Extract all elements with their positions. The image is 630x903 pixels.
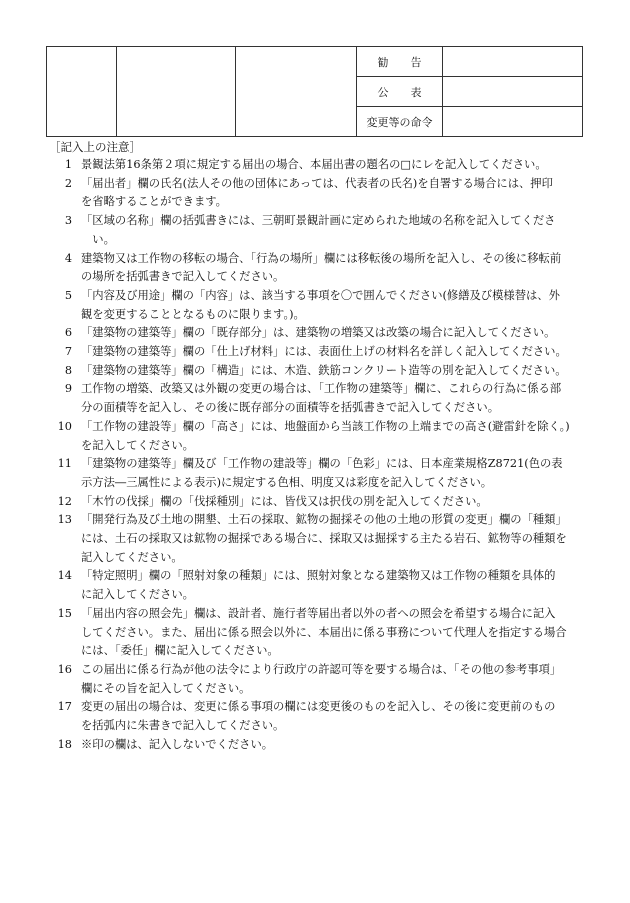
note-text: 「工作物の建設等」欄の「高さ」には、地盤面から当該工作物の上端までの高さ(避雷針を除く。) を記入してください。 bbox=[81, 419, 570, 452]
list-item bbox=[52, 418, 580, 455]
list-item bbox=[52, 362, 580, 381]
label-kankoku: 勧 告 bbox=[357, 47, 443, 77]
note-text: 「特定照明」欄の「照射対象の種類」には、照射対象となる建築物又は工作物の種類を具体的 に記入してください。 bbox=[81, 569, 556, 602]
note-number: 2 bbox=[64, 176, 72, 190]
note-text: 「内容及び用途」欄の「内容」は、該当する事項を〇で囲んでください(修繕及び模様替は、外 観を変更することとなるものに限ります。)。 bbox=[81, 288, 560, 321]
note-number: 3 bbox=[64, 214, 72, 228]
list-item bbox=[52, 567, 580, 604]
list-item bbox=[52, 380, 580, 417]
note-number: 18 bbox=[57, 737, 72, 751]
blank-cell-3 bbox=[236, 47, 357, 137]
table-row bbox=[47, 47, 583, 77]
blank-cell-1 bbox=[47, 47, 117, 137]
list-item bbox=[52, 250, 580, 287]
note-number: 1 bbox=[64, 158, 72, 171]
label-henko-meirei: 変更等の命令 bbox=[357, 107, 443, 137]
note-text: ※印の欄は、記入しないでください。 bbox=[81, 737, 274, 751]
note-number: 13 bbox=[57, 513, 72, 527]
note-number: 17 bbox=[57, 700, 72, 714]
notes-heading: ［記入上の注意］ bbox=[49, 140, 141, 154]
list-item bbox=[52, 287, 580, 324]
list-item bbox=[52, 175, 580, 212]
value-cell-henko-meirei bbox=[443, 107, 583, 137]
list-item bbox=[52, 493, 580, 512]
note-text: 「届出者」欄の氏名(法人その他の団体にあっては、代表者の氏名)を自署する場合には、押印 を省略することができます。 bbox=[81, 176, 553, 209]
note-text: この届出に係る行為が他の法令により行政庁の許認可等を要する場合は、「その他の参考事項」 欄にその旨を記入してください。 bbox=[81, 662, 562, 695]
value-cell-kohyo bbox=[443, 77, 583, 107]
list-item bbox=[52, 212, 580, 249]
note-text: 「開発行為及び土地の開墾、土石の採取、鉱物の掘採その他の土地の形質の変更」欄の「種類」 には、土石の採取又は鉱物の掘採である場合に、採取又は掘採する主たる岩石、鉱物等の種類を 記入してください。 bbox=[81, 513, 567, 564]
note-number: 10 bbox=[57, 419, 72, 433]
note-number: 11 bbox=[57, 457, 72, 471]
note-text: 「建築物の建築等」欄の「構造」には、木造、鉄筋コンクリート造等の別を記入してください。 bbox=[81, 363, 567, 377]
list-item bbox=[52, 736, 580, 755]
note-number: 14 bbox=[57, 569, 72, 583]
note-number: 5 bbox=[64, 288, 72, 302]
value-cell-kankoku bbox=[443, 47, 583, 77]
note-number: 6 bbox=[64, 326, 72, 340]
list-item bbox=[52, 605, 580, 661]
note-text: 景観法第16条第２項に規定する届出の場合、本届出書の題名の□にレを記入してください。 bbox=[81, 158, 547, 171]
blank-cell-2 bbox=[117, 47, 236, 137]
list-item bbox=[52, 343, 580, 362]
list-item bbox=[52, 661, 580, 698]
note-text: 「建築物の建築等」欄及び「工作物の建設等」欄の「色彩」には、日本産業規格Z8721(色の表 示方法―三属性による表示)に規定する色相、明度又は彩度を記入してください。 bbox=[81, 457, 563, 489]
note-number: 8 bbox=[64, 363, 72, 377]
note-number: 12 bbox=[57, 494, 72, 508]
note-number: 15 bbox=[57, 606, 72, 620]
note-text: 「木竹の伐採」欄の「伐採種別」には、皆伐又は択伐の別を記入してください。 bbox=[81, 494, 488, 508]
list-item bbox=[52, 156, 580, 175]
list-item bbox=[52, 324, 580, 343]
note-text: 「建築物の建築等」欄の「仕上げ材料」には、表面仕上げの材料名を詳しく記入してください。 bbox=[81, 345, 567, 359]
note-number: 9 bbox=[64, 382, 72, 396]
note-number: 7 bbox=[64, 345, 72, 359]
note-number: 4 bbox=[64, 251, 72, 265]
label-kohyo: 公 表 bbox=[357, 77, 443, 107]
list-item bbox=[52, 698, 580, 735]
note-text: 建築物又は工作物の移転の場合、「行為の場所」欄には移転後の場所を記入し、その後に移転前 の場所を括弧書きで記入してください。 bbox=[81, 251, 562, 284]
note-text: 「建築物の建築等」欄の「既存部分」は、建築物の増築又は改築の場合に記入してください。 bbox=[81, 326, 556, 340]
approval-table bbox=[46, 46, 583, 137]
notes-list bbox=[52, 156, 580, 755]
list-item bbox=[52, 455, 580, 492]
note-text: 「届出内容の照会先」欄は、設計者、施行者等届出者以外の者への照会を希望する場合に記入 してください。また、届出に係る照会以外に、本届出に係る事務について代理人を指定する場合 には、「委任」欄に記入してください。 bbox=[81, 606, 567, 658]
list-item bbox=[52, 511, 580, 567]
note-text: 工作物の増築、改築又は外観の変更の場合は、「工作物の建築等」欄に、これらの行為に係る部 分の面積等を記入し、その後に既存部分の面積等を括弧書きで記入してください。 bbox=[81, 382, 562, 415]
note-number: 16 bbox=[57, 662, 72, 676]
note-text: 変更の届出の場合は、変更に係る事項の欄には変更後のものを記入し、その後に変更前のもの を括弧内に朱書きで記入してください。 bbox=[81, 700, 556, 733]
note-text: 「区域の名称」欄の括弧書きには、三朝町景観計画に定められた地域の名称を記入してくださ い。 bbox=[81, 214, 556, 246]
